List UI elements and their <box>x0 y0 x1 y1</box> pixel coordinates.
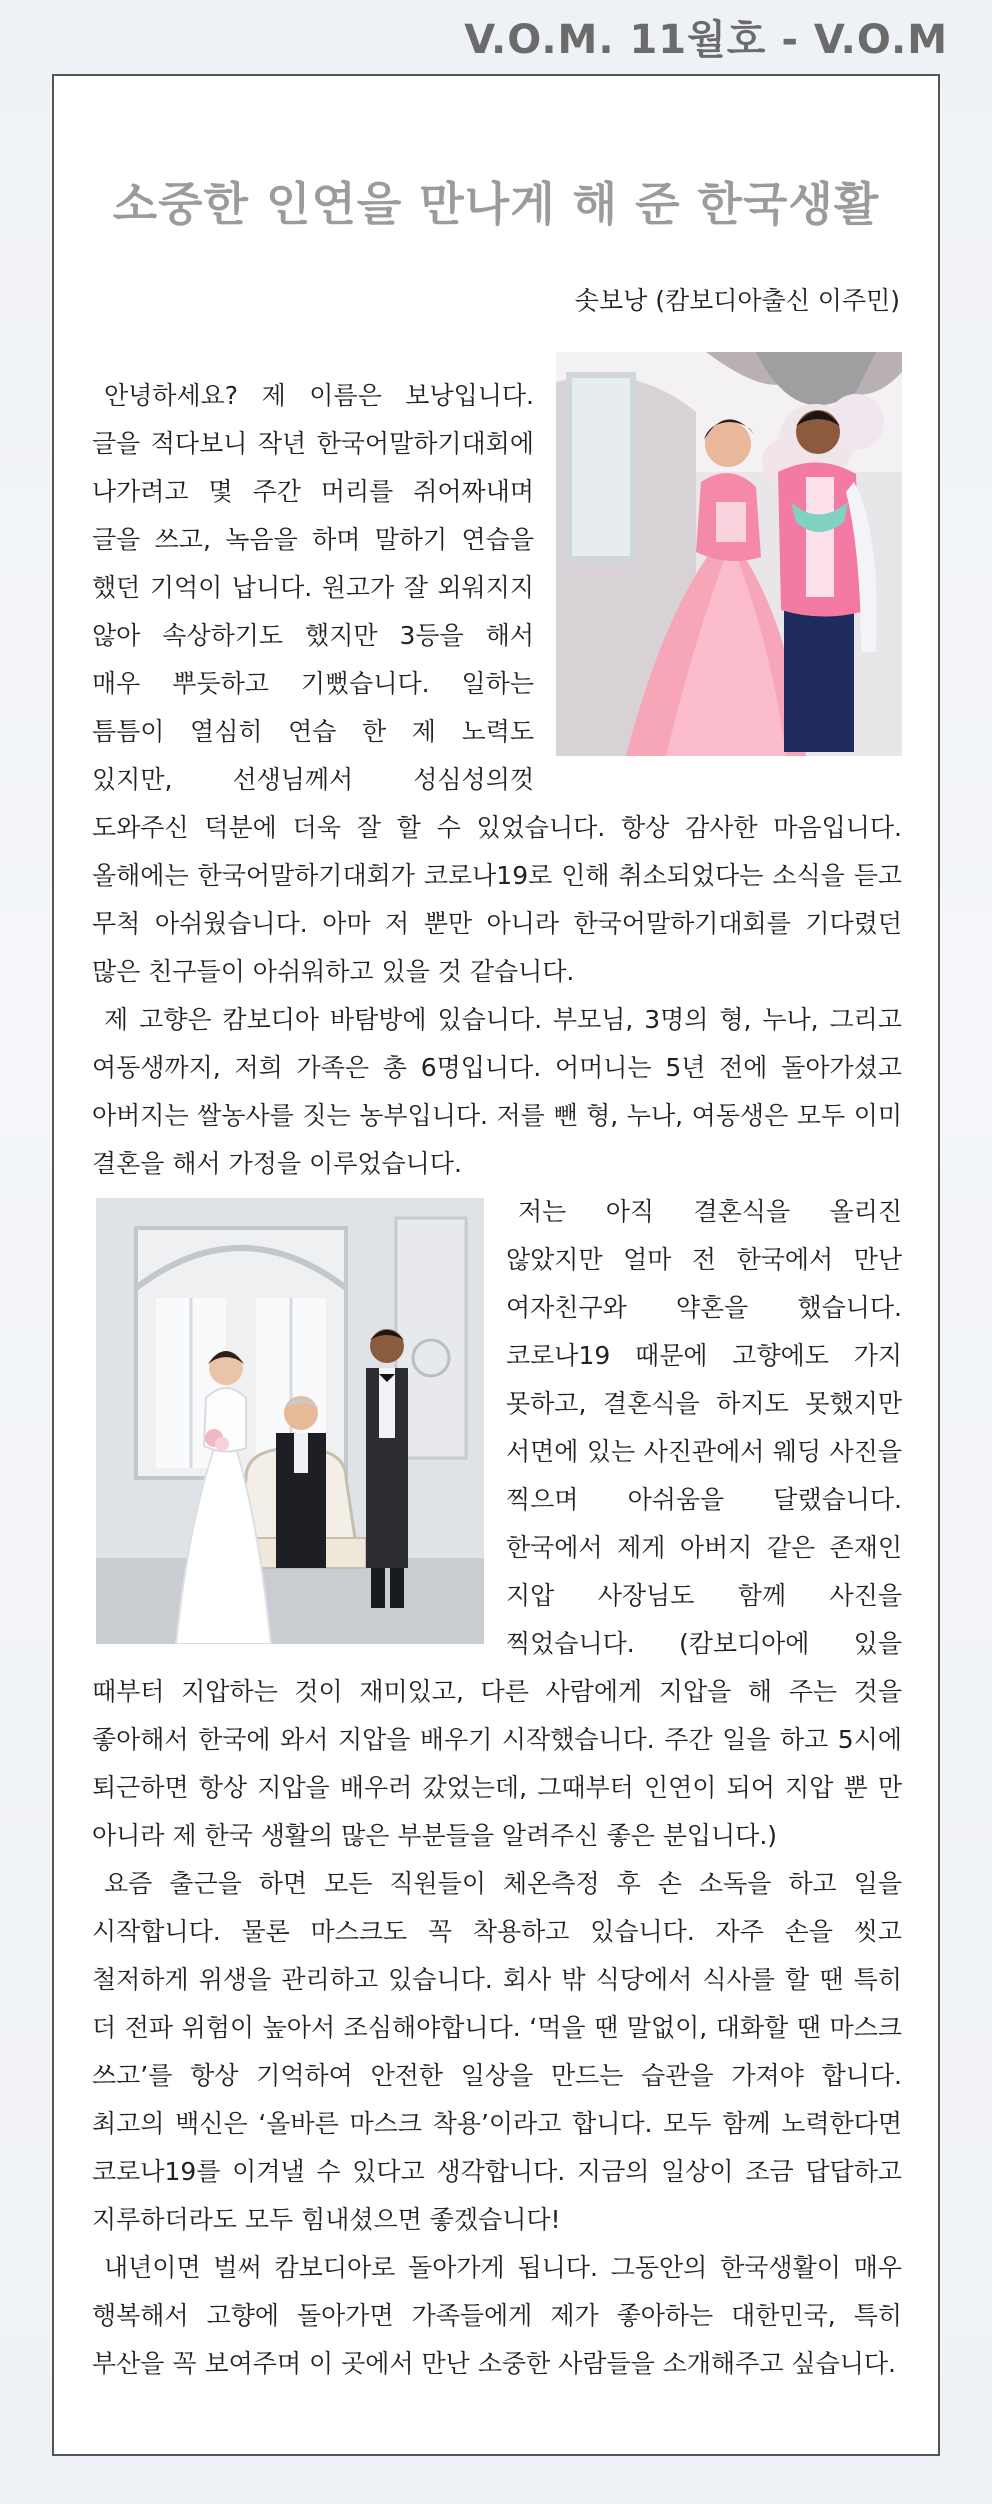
paragraph-1: 안녕하세요? 제 이름은 보낭입니다. 글을 적다보니 작년 한국어말하기대회에 나가려고 몇 주간 머리를 쥐어짜내며 글을 쓰고, 녹음을 하며 말하기 연습을 했던 기억이 납니다. 원고가 잘 외워지지 않아 속상하기도 했지만 3등을 해서 매우 뿌듯하고 기뻤습니다. 일하는 틈틈이 열심히 연습 한 제 노력도 있지만, 선생님께서 성심성의껏 도와주신 덕분에 더욱 잘 할 수 있었습니다. 항상 감사한 마음입니다. 올해에는 한국어말하기대회가 코로나19로 인해 취소되었다는 소식을 듣고 무척 아쉬웠습니다. 아마 저 뿐만 아니라 한국어말하기대회를 기다렸던 많은 친구들이 아쉬워하고 있을 것 같습니다. <box>92 381 902 986</box>
hanbok-couple-photo <box>556 352 902 756</box>
paragraph-4: 요즘 출근을 하면 모든 직원들이 체온측정 후 손 소독을 하고 일을 시작합니다. 물론 마스크도 꼭 착용하고 있습니다. 자주 손을 씻고 철저하게 위생을 관리하고 있습니다. 회사 밖 식당에서 식사를 할 땐 특히 더 전파 위험이 높아서 조심해야합니다. ‘먹을 땐 말없이, 대화할 땐 마스크 쓰고’를 항상 기억하여 안전한 일상을 만드는 습관을 가져야 합니다. 최고의 백신은 ‘올바른 마스크 착용’이라고 합니다. 모두 함께 노력한다면 코로나19를 이겨낼 수 있다고 생각합니다. 지금의 일상이 조금 답답하고 지루하더라도 모두 힘내셨으면 좋겠습니다! <box>92 1869 902 2234</box>
article-body <box>92 372 902 2388</box>
article-frame <box>52 74 940 2456</box>
paragraph-5: 내년이면 벌써 캄보디아로 돌아가게 됩니다. 그동안의 한국생활이 매우 행복해서 고향에 돌아가면 가족들에게 제가 좋아하는 대한민국, 특히 부산을 꼭 보여주며 이 곳에서 만난 소중한 사람들을 소개해주고 싶습니다. <box>92 2253 902 2378</box>
article-byline: 솟보낭 (캄보디아출신 이주민) <box>574 286 900 315</box>
paragraph-2: 제 고향은 캄보디아 바탐방에 있습니다. 부모님, 3명의 형, 누나, 그리고 여동생까지, 저희 가족은 총 6명입니다. 어머니는 5년 전에 돌아가셨고 아버지는 쌀농사를 짓는 농부입니다. 저를 뺀 형, 누나, 여동생은 모두 이미 결혼을 해서 가정을 이루었습니다. <box>92 1005 902 1178</box>
wedding-studio-photo <box>96 1198 484 1644</box>
paragraph-3: 저는 아직 결혼식을 올리진 않았지만 얼마 전 한국에서 만난 여자친구와 약혼을 했습니다. 코로나19 때문에 고향에도 가지 못하고, 결혼식을 하지도 못했지만 서면에 있는 사진관에서 웨딩 사진을 찍으며 아쉬움을 달랬습니다. 한국에서 제게 아버지 같은 존재인 지압 사장님도 함께 사진을 찍었습니다. (캄보디아에 있을 때부터 지압하는 것이 재미있고, 다른 사람에게 지압을 해 주는 것을 좋아해서 한국에 와서 지압을 배우기 시작했습니다. 주간 일을 하고 5시에 퇴근하면 항상 지압을 배우러 갔었는데, 그때부터 인연이 되어 지압 뿐 만 아니라 제 한국 생활의 많은 부분들을 알려주신 좋은 분입니다.) <box>92 1197 902 1850</box>
newsletter-header: V.O.M. 11월호 - V.O.M <box>464 17 948 63</box>
article-title: 소중한 인연을 만나게 해 준 한국생활 <box>112 177 880 231</box>
